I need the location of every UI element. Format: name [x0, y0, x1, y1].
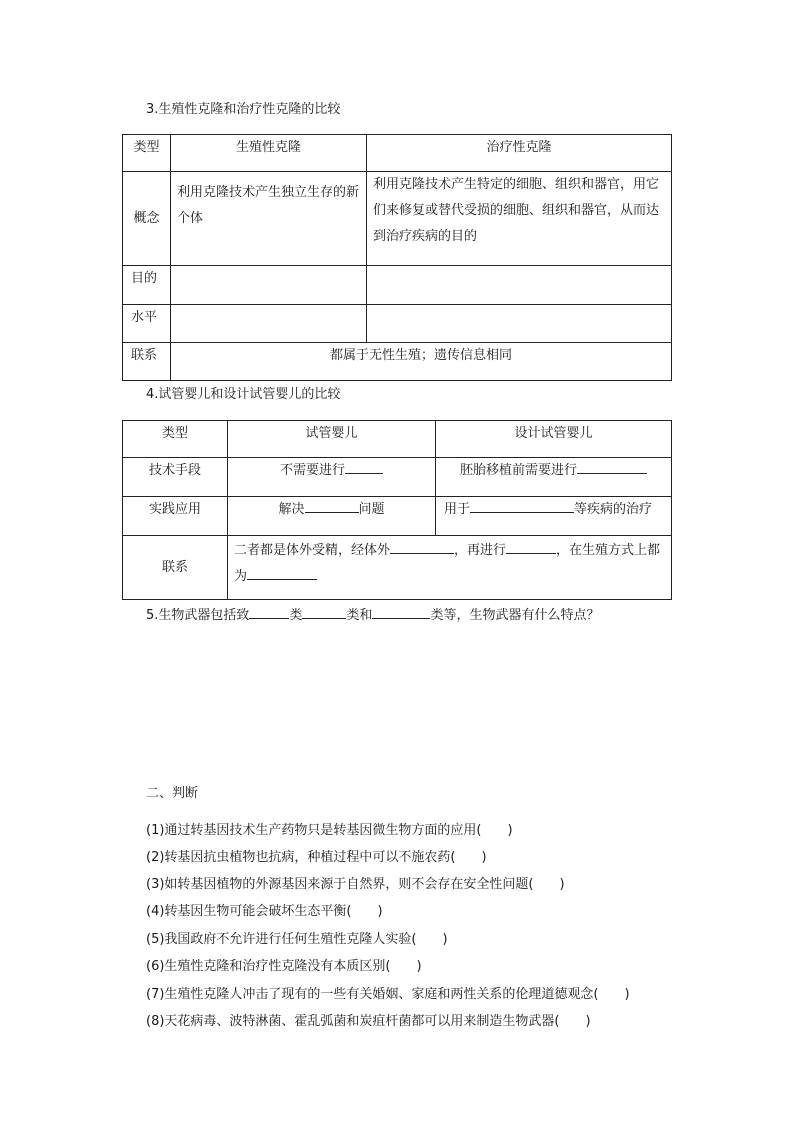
- link-content: 二者都是体外受精，经体外 ，再进行 ，在生殖方式上都为: [228, 536, 672, 600]
- header-designer-ivf: 设计试管婴儿: [436, 421, 672, 458]
- row-label-technique: 技术手段: [123, 458, 228, 497]
- judgment-item: (4)转基因生物可能会破坏生态平衡( ): [146, 904, 383, 919]
- row-label-level: 水平: [123, 305, 171, 343]
- link-text: 都属于无性生殖；遗传信息相同: [171, 343, 672, 381]
- section-judgment-title: 二、判断: [146, 786, 199, 801]
- fill-blank[interactable]: [305, 498, 359, 513]
- judgment-item: (1)通过转基因技术生产药物只是转基因微生物方面的应用( ): [146, 823, 513, 838]
- fill-blank[interactable]: [390, 539, 454, 554]
- fill-blank[interactable]: [577, 459, 647, 474]
- fill-blank[interactable]: [372, 604, 430, 619]
- header-reproductive-cloning: 生殖性克隆: [171, 135, 367, 172]
- judgment-item: (6)生殖性克隆和治疗性克隆没有本质区别( ): [146, 959, 422, 974]
- fill-blank[interactable]: [506, 539, 556, 554]
- concept-reproductive: 利用克隆技术产生独立生存的新个体: [171, 172, 367, 266]
- fill-blank[interactable]: [249, 604, 289, 619]
- technique-designer: 胚胎移植前需要进行: [436, 458, 672, 497]
- purpose-therapeutic-cell: [367, 266, 672, 305]
- header-type: 类型: [123, 421, 228, 458]
- row-label-purpose: 目的: [123, 266, 171, 305]
- ivf-comparison-table: [122, 420, 672, 600]
- header-type: 类型: [123, 135, 171, 172]
- question-5: 5.生物武器包括致 类 类和 类等，生物武器有什么特点？: [146, 604, 599, 623]
- application-ivf: 解决 问题: [228, 497, 436, 536]
- judgment-item: (3)如转基因植物的外源基因来源于自然界，则不会存在安全性问题( ): [146, 877, 565, 892]
- header-therapeutic-cloning: 治疗性克隆: [367, 135, 672, 172]
- header-ivf: 试管婴儿: [228, 421, 436, 458]
- judgment-item: (8)天花病毒、波特淋菌、霍乱弧菌和炭疽杆菌都可以用来制造生物武器( ): [146, 1014, 591, 1029]
- concept-therapeutic: 利用克隆技术产生特定的细胞、组织和器官，用它们来修复或替代受损的细胞、组织和器官，从而达到治疗疾病的目的: [367, 172, 672, 266]
- purpose-reproductive-cell: [171, 266, 367, 305]
- application-designer: 用于 等疾病的治疗: [436, 497, 672, 536]
- row-label-link: 联系: [123, 536, 228, 600]
- heading-ivf-comparison: 4.试管婴儿和设计试管婴儿的比较: [146, 387, 341, 402]
- row-label-concept: 概念: [123, 172, 171, 266]
- fill-blank[interactable]: [247, 565, 317, 580]
- heading-cloning-comparison: 3.生殖性克隆和治疗性克隆的比较: [146, 102, 341, 117]
- level-reproductive-cell: [171, 305, 367, 343]
- row-label-link: 联系: [123, 343, 171, 381]
- row-label-application: 实践应用: [123, 497, 228, 536]
- judgment-item: (7)生殖性克隆人冲击了现有的一些有关婚姻、家庭和两性关系的伦理道德观念( ): [146, 987, 630, 1002]
- level-therapeutic-cell: [367, 305, 672, 343]
- fill-blank[interactable]: [470, 498, 574, 513]
- judgment-item: (5)我国政府不允许进行任何生殖性克隆人实验( ): [146, 932, 448, 947]
- judgment-item: (2)转基因抗虫植物也抗病，种植过程中可以不施农药( ): [146, 850, 487, 865]
- technique-ivf: 不需要进行: [228, 458, 436, 497]
- cloning-comparison-table: [122, 134, 672, 381]
- fill-blank[interactable]: [302, 604, 346, 619]
- fill-blank[interactable]: [345, 459, 383, 474]
